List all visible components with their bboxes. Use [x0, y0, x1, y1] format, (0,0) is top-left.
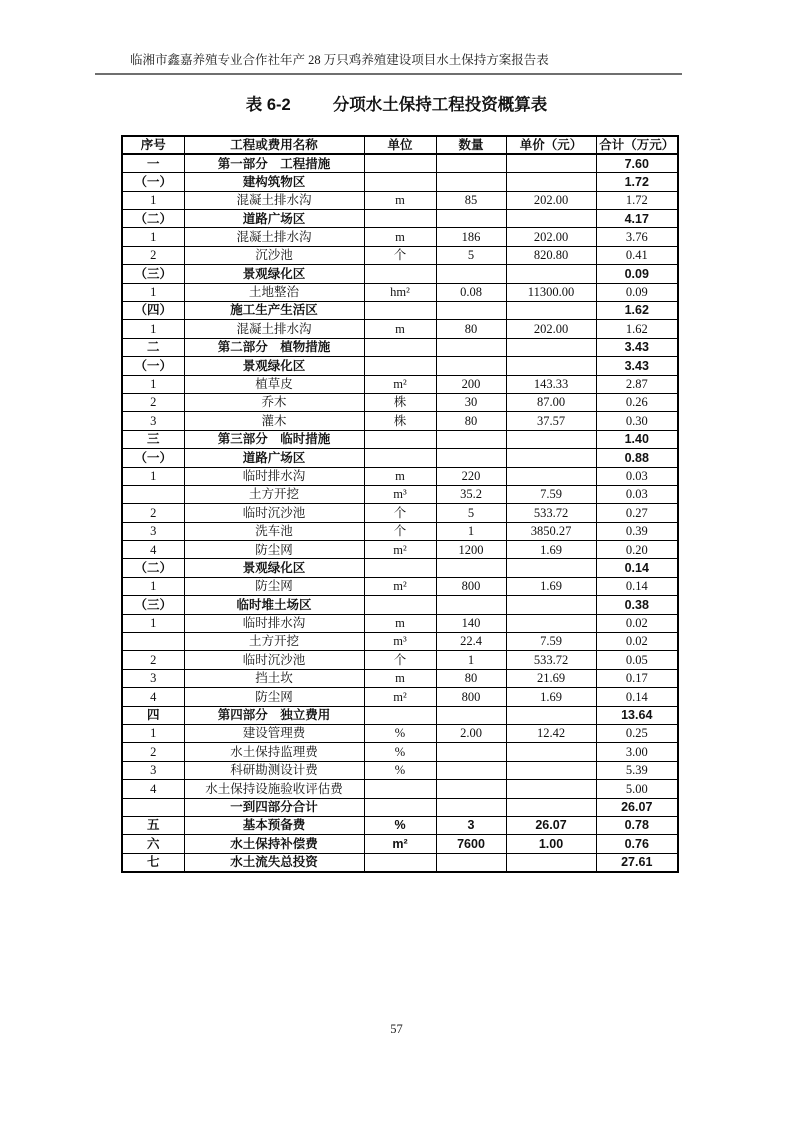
- cell-quantity: 22.4: [436, 633, 506, 651]
- cell-name: 土方开挖: [184, 485, 364, 503]
- cell-unit: [364, 173, 436, 191]
- cell-serial: 二: [122, 338, 184, 356]
- table-row: [122, 412, 678, 430]
- cell-name: 灌木: [184, 412, 364, 430]
- cell-quantity: 1200: [436, 541, 506, 559]
- cell-total: 0.02: [596, 614, 678, 632]
- cell-unit: 个: [364, 651, 436, 669]
- cell-unit: [364, 596, 436, 614]
- table-row: [122, 559, 678, 577]
- cell-unit-price: 1.69: [506, 541, 596, 559]
- table-row: [122, 191, 678, 209]
- cell-serial: 四: [122, 706, 184, 724]
- cell-unit: m: [364, 228, 436, 246]
- cell-unit-price: 1.69: [506, 577, 596, 595]
- cell-name: 挡土坎: [184, 669, 364, 687]
- cell-serial: 五: [122, 816, 184, 834]
- cell-total: 0.14: [596, 577, 678, 595]
- cell-total: 0.17: [596, 669, 678, 687]
- cell-unit: [364, 357, 436, 375]
- cell-unit-price: [506, 449, 596, 467]
- table-number-label: 表 6-2: [245, 96, 291, 114]
- table-row: [122, 320, 678, 338]
- cell-serial: （一）: [122, 173, 184, 191]
- cell-total: 5.39: [596, 761, 678, 779]
- table-row: [122, 541, 678, 559]
- cell-serial: 4: [122, 541, 184, 559]
- table-row: [122, 688, 678, 706]
- cell-unit: 个: [364, 246, 436, 264]
- cell-unit-price: [506, 338, 596, 356]
- cell-total: 0.09: [596, 283, 678, 301]
- column-header: 单价（元）: [506, 136, 596, 154]
- cell-total: 3.43: [596, 357, 678, 375]
- cell-total: 1.40: [596, 430, 678, 448]
- cell-serial: 2: [122, 393, 184, 411]
- page-number: 57: [390, 1022, 403, 1036]
- cell-total: 0.39: [596, 522, 678, 540]
- cell-unit: %: [364, 761, 436, 779]
- cell-quantity: [436, 430, 506, 448]
- cell-unit-price: 21.69: [506, 669, 596, 687]
- cell-name: 景观绿化区: [184, 265, 364, 283]
- cell-total: 1.62: [596, 302, 678, 320]
- cell-unit: 个: [364, 522, 436, 540]
- cell-unit: [364, 265, 436, 283]
- cell-name: 景观绿化区: [184, 357, 364, 375]
- cell-quantity: 5: [436, 504, 506, 522]
- cell-total: 0.03: [596, 467, 678, 485]
- cell-quantity: [436, 706, 506, 724]
- cell-total: 0.03: [596, 485, 678, 503]
- cell-name: 临时沉沙池: [184, 651, 364, 669]
- cell-unit-price: [506, 706, 596, 724]
- column-header: 数量: [436, 136, 506, 154]
- cell-name: 土地整治: [184, 283, 364, 301]
- cell-serial: 1: [122, 614, 184, 632]
- table-row: [122, 725, 678, 743]
- cell-unit-price: [506, 596, 596, 614]
- cell-total: 26.07: [596, 798, 678, 816]
- cell-total: 3.43: [596, 338, 678, 356]
- cell-serial: 3: [122, 761, 184, 779]
- cell-quantity: [436, 449, 506, 467]
- cell-unit-price: [506, 614, 596, 632]
- table-row: [122, 651, 678, 669]
- cell-quantity: 800: [436, 688, 506, 706]
- cell-name: 混凝土排水沟: [184, 228, 364, 246]
- cell-quantity: 1: [436, 651, 506, 669]
- cell-name: 施工生产生活区: [184, 302, 364, 320]
- table-row: [122, 265, 678, 283]
- cell-total: 13.64: [596, 706, 678, 724]
- table-row: [122, 798, 678, 816]
- cell-unit: 个: [364, 504, 436, 522]
- cell-quantity: 35.2: [436, 485, 506, 503]
- cell-serial: 1: [122, 725, 184, 743]
- cell-unit: m: [364, 320, 436, 338]
- cell-serial: （二）: [122, 559, 184, 577]
- cell-unit: m³: [364, 633, 436, 651]
- cell-name: 土方开挖: [184, 633, 364, 651]
- cell-unit-price: [506, 853, 596, 871]
- cell-unit: %: [364, 816, 436, 834]
- cell-unit-price: [506, 798, 596, 816]
- cell-unit-price: 202.00: [506, 191, 596, 209]
- cell-serial: 六: [122, 835, 184, 853]
- cell-total: 0.26: [596, 393, 678, 411]
- table-body: [122, 154, 678, 871]
- cell-total: 1.62: [596, 320, 678, 338]
- cell-name: 植草皮: [184, 375, 364, 393]
- cell-unit: [364, 338, 436, 356]
- table-row: [122, 835, 678, 853]
- table-row: [122, 614, 678, 632]
- cell-quantity: [436, 173, 506, 191]
- cell-quantity: [436, 559, 506, 577]
- cell-total: 3.00: [596, 743, 678, 761]
- cell-total: 0.25: [596, 725, 678, 743]
- cell-serial: （一）: [122, 357, 184, 375]
- cell-serial: [122, 633, 184, 651]
- cell-quantity: [436, 743, 506, 761]
- cell-unit: m²: [364, 375, 436, 393]
- cell-name: 建构筑物区: [184, 173, 364, 191]
- cell-total: 0.20: [596, 541, 678, 559]
- cell-unit-price: 1.00: [506, 835, 596, 853]
- cell-name: 混凝土排水沟: [184, 191, 364, 209]
- table-row: [122, 430, 678, 448]
- cell-unit-price: [506, 467, 596, 485]
- table-row: [122, 522, 678, 540]
- table-row: [122, 596, 678, 614]
- cell-total: 0.09: [596, 265, 678, 283]
- cell-quantity: 220: [436, 467, 506, 485]
- table-row: [122, 485, 678, 503]
- cell-serial: （一）: [122, 449, 184, 467]
- table-row: [122, 706, 678, 724]
- cell-quantity: 80: [436, 669, 506, 687]
- cell-unit-price: 12.42: [506, 725, 596, 743]
- cell-unit: m²: [364, 835, 436, 853]
- cell-unit: [364, 559, 436, 577]
- cell-total: 0.02: [596, 633, 678, 651]
- cell-quantity: 30: [436, 393, 506, 411]
- estimate-table: [121, 135, 679, 873]
- cell-total: 0.76: [596, 835, 678, 853]
- cell-serial: （二）: [122, 210, 184, 228]
- cell-quantity: 1: [436, 522, 506, 540]
- cell-unit-price: [506, 154, 596, 172]
- cell-unit: %: [364, 743, 436, 761]
- cell-unit: m²: [364, 688, 436, 706]
- cell-serial: 1: [122, 577, 184, 595]
- cell-serial: （三）: [122, 265, 184, 283]
- cell-serial: 1: [122, 467, 184, 485]
- cell-total: 0.14: [596, 688, 678, 706]
- cell-name: 一到四部分合计: [184, 798, 364, 816]
- cell-serial: 4: [122, 780, 184, 798]
- cell-serial: 2: [122, 504, 184, 522]
- cell-total: 0.14: [596, 559, 678, 577]
- cell-total: 0.38: [596, 596, 678, 614]
- cell-quantity: [436, 596, 506, 614]
- cell-serial: [122, 798, 184, 816]
- cell-unit-price: [506, 761, 596, 779]
- cell-unit: m³: [364, 485, 436, 503]
- cell-unit: m: [364, 669, 436, 687]
- cell-unit-price: [506, 265, 596, 283]
- cell-quantity: [436, 265, 506, 283]
- table-row: [122, 504, 678, 522]
- table-row: [122, 669, 678, 687]
- cell-serial: 1: [122, 191, 184, 209]
- cell-unit: hm²: [364, 283, 436, 301]
- cell-name: 第三部分 临时措施: [184, 430, 364, 448]
- cell-quantity: 7600: [436, 835, 506, 853]
- cell-quantity: 5: [436, 246, 506, 264]
- column-header: 序号: [122, 136, 184, 154]
- cell-unit-price: 37.57: [506, 412, 596, 430]
- cell-name: 乔木: [184, 393, 364, 411]
- cell-unit-price: 202.00: [506, 228, 596, 246]
- cell-name: 建设管理费: [184, 725, 364, 743]
- cell-unit-price: 7.59: [506, 485, 596, 503]
- cell-quantity: 80: [436, 412, 506, 430]
- cell-quantity: 80: [436, 320, 506, 338]
- table-row: [122, 743, 678, 761]
- cell-unit: [364, 430, 436, 448]
- cell-unit: 株: [364, 393, 436, 411]
- cell-unit-price: 26.07: [506, 816, 596, 834]
- cell-serial: [122, 485, 184, 503]
- cell-name: 水土流失总投资: [184, 853, 364, 871]
- cell-name: 临时堆土场区: [184, 596, 364, 614]
- table-row: [122, 210, 678, 228]
- table-title: [0, 91, 793, 115]
- cell-name: 临时沉沙池: [184, 504, 364, 522]
- cell-name: 道路广场区: [184, 210, 364, 228]
- cell-unit-price: 1.69: [506, 688, 596, 706]
- cell-name: 防尘网: [184, 688, 364, 706]
- cell-unit-price: [506, 559, 596, 577]
- cell-name: 景观绿化区: [184, 559, 364, 577]
- cell-quantity: 140: [436, 614, 506, 632]
- cell-unit-price: [506, 743, 596, 761]
- cell-name: 第二部分 植物措施: [184, 338, 364, 356]
- cell-serial: 3: [122, 522, 184, 540]
- table-row: [122, 154, 678, 172]
- cell-unit: 株: [364, 412, 436, 430]
- cell-unit: m²: [364, 577, 436, 595]
- cell-name: 水土保持补偿费: [184, 835, 364, 853]
- cell-unit-price: [506, 357, 596, 375]
- cell-serial: （三）: [122, 596, 184, 614]
- table-row: [122, 577, 678, 595]
- cell-serial: 3: [122, 669, 184, 687]
- cell-total: 3.76: [596, 228, 678, 246]
- cell-quantity: [436, 338, 506, 356]
- table-row: [122, 302, 678, 320]
- cell-name: 第四部分 独立费用: [184, 706, 364, 724]
- cell-total: 4.17: [596, 210, 678, 228]
- cell-quantity: [436, 302, 506, 320]
- cell-serial: 2: [122, 651, 184, 669]
- cell-serial: 1: [122, 320, 184, 338]
- cell-name: 沉沙池: [184, 246, 364, 264]
- cell-name: 洗车池: [184, 522, 364, 540]
- cell-serial: 2: [122, 743, 184, 761]
- cell-quantity: [436, 357, 506, 375]
- cell-total: 27.61: [596, 853, 678, 871]
- cell-total: 0.05: [596, 651, 678, 669]
- table-row: [122, 357, 678, 375]
- cell-unit: m: [364, 191, 436, 209]
- cell-total: 0.88: [596, 449, 678, 467]
- table-row: [122, 375, 678, 393]
- cell-name: 防尘网: [184, 541, 364, 559]
- cell-serial: 3: [122, 412, 184, 430]
- cell-unit-price: [506, 173, 596, 191]
- cell-name: 水土保持设施验收评估费: [184, 780, 364, 798]
- cell-unit: [364, 154, 436, 172]
- table-row: [122, 853, 678, 871]
- cell-unit: [364, 853, 436, 871]
- cell-unit-price: [506, 210, 596, 228]
- cell-quantity: [436, 853, 506, 871]
- cell-quantity: 200: [436, 375, 506, 393]
- cell-unit-price: 533.72: [506, 651, 596, 669]
- table-row: [122, 780, 678, 798]
- cell-serial: 4: [122, 688, 184, 706]
- cell-unit-price: [506, 780, 596, 798]
- cell-unit-price: 7.59: [506, 633, 596, 651]
- column-header: 单位: [364, 136, 436, 154]
- cell-unit: [364, 706, 436, 724]
- table-header: [122, 136, 678, 154]
- cell-unit: [364, 780, 436, 798]
- table-row: [122, 338, 678, 356]
- cell-quantity: 2.00: [436, 725, 506, 743]
- table-row: [122, 816, 678, 834]
- cell-name: 临时排水沟: [184, 467, 364, 485]
- cell-name: 科研勘测设计费: [184, 761, 364, 779]
- document-header-title: 临湘市鑫嘉养殖专业合作社年产 28 万只鸡养殖建设项目水土保持方案报告表: [130, 53, 549, 67]
- cell-unit: %: [364, 725, 436, 743]
- cell-unit-price: 143.33: [506, 375, 596, 393]
- table-row: [122, 393, 678, 411]
- cell-total: 0.30: [596, 412, 678, 430]
- table-row: [122, 633, 678, 651]
- cell-serial: （四）: [122, 302, 184, 320]
- cell-unit-price: [506, 430, 596, 448]
- cell-serial: 三: [122, 430, 184, 448]
- cell-total: 0.41: [596, 246, 678, 264]
- cell-name: 混凝土排水沟: [184, 320, 364, 338]
- cell-unit-price: 87.00: [506, 393, 596, 411]
- cell-quantity: 800: [436, 577, 506, 595]
- cell-serial: 1: [122, 283, 184, 301]
- cell-serial: 七: [122, 853, 184, 871]
- cell-total: 2.87: [596, 375, 678, 393]
- cell-name: 临时排水沟: [184, 614, 364, 632]
- cell-total: 1.72: [596, 173, 678, 191]
- cell-unit: [364, 798, 436, 816]
- table-title-text: 分项水土保持工程投资概算表: [332, 96, 548, 114]
- table-row: [122, 228, 678, 246]
- cell-total: 5.00: [596, 780, 678, 798]
- cell-total: 7.60: [596, 154, 678, 172]
- cell-unit: [364, 210, 436, 228]
- cell-unit-price: 533.72: [506, 504, 596, 522]
- cell-name: 水土保持监理费: [184, 743, 364, 761]
- cell-quantity: [436, 780, 506, 798]
- cell-quantity: 186: [436, 228, 506, 246]
- cell-unit: [364, 449, 436, 467]
- document-header: [95, 48, 682, 75]
- cell-total: 0.78: [596, 816, 678, 834]
- cell-total: 0.27: [596, 504, 678, 522]
- cell-name: 基本预备费: [184, 816, 364, 834]
- cell-unit-price: [506, 302, 596, 320]
- header-row: [122, 136, 678, 154]
- column-header: 工程或费用名称: [184, 136, 364, 154]
- cell-name: 防尘网: [184, 577, 364, 595]
- cell-serial: 1: [122, 375, 184, 393]
- column-header: 合计（万元）: [596, 136, 678, 154]
- cell-quantity: 85: [436, 191, 506, 209]
- cell-unit: m²: [364, 541, 436, 559]
- table-row: [122, 761, 678, 779]
- table-row: [122, 173, 678, 191]
- cell-quantity: [436, 761, 506, 779]
- table-row: [122, 283, 678, 301]
- table-row: [122, 246, 678, 264]
- table-row: [122, 449, 678, 467]
- cell-unit: m: [364, 467, 436, 485]
- cell-quantity: [436, 210, 506, 228]
- table-row: [122, 467, 678, 485]
- cell-unit: m: [364, 614, 436, 632]
- cell-quantity: 3: [436, 816, 506, 834]
- cell-quantity: 0.08: [436, 283, 506, 301]
- cell-name: 道路广场区: [184, 449, 364, 467]
- cell-quantity: [436, 798, 506, 816]
- cell-unit-price: 202.00: [506, 320, 596, 338]
- cell-serial: 一: [122, 154, 184, 172]
- cell-serial: 2: [122, 246, 184, 264]
- cell-total: 1.72: [596, 191, 678, 209]
- cell-name: 第一部分 工程措施: [184, 154, 364, 172]
- cell-serial: 1: [122, 228, 184, 246]
- cell-unit: [364, 302, 436, 320]
- cell-unit-price: 820.80: [506, 246, 596, 264]
- cell-unit-price: 3850.27: [506, 522, 596, 540]
- cell-unit-price: 11300.00: [506, 283, 596, 301]
- cell-quantity: [436, 154, 506, 172]
